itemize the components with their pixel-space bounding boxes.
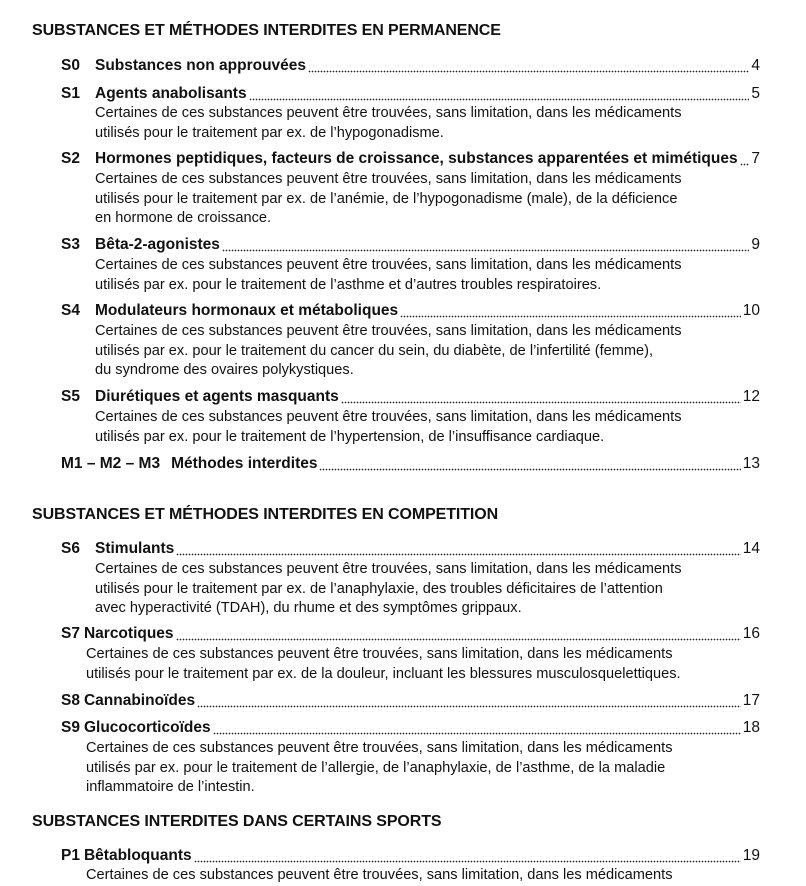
entry-title: Stimulants xyxy=(95,540,175,557)
description-line: utilisés pour le traitement par ex. de la douleur, incluant les blessures musculosquelettiques. xyxy=(86,665,681,682)
description-line: utilisés pour le traitement par ex. de l’anémie, de l’hypogonadisme (male), de la déficience xyxy=(95,190,678,207)
entry-title: Narcotiques xyxy=(83,625,174,642)
toc-entry-s7[interactable] xyxy=(61,625,760,645)
toc-entry-s3[interactable] xyxy=(61,236,760,256)
entry-page: 7 xyxy=(751,150,760,167)
dot-leader xyxy=(197,705,741,708)
entry-code: S3 xyxy=(61,236,80,253)
dot-leader xyxy=(319,468,740,471)
entry-code: S7 xyxy=(61,625,80,642)
dot-leader xyxy=(308,70,749,73)
entry-page: 19 xyxy=(742,847,760,864)
entry-page: 12 xyxy=(742,388,760,405)
dot-leader xyxy=(341,401,741,404)
description-line: Certaines de ces substances peuvent être trouvées, sans limitation, dans les médicaments xyxy=(95,105,682,121)
description-line: en hormone de croissance. xyxy=(95,210,272,227)
entry-code: S6 xyxy=(61,540,80,557)
toc-entry-s2[interactable] xyxy=(61,150,760,170)
entry-page: 17 xyxy=(742,692,760,709)
toc-entry-s5[interactable] xyxy=(61,388,760,408)
entry-description xyxy=(86,645,746,684)
entry-code: S9 xyxy=(61,719,80,736)
entry-page: 13 xyxy=(742,455,760,472)
description-line: avec hyperactivité (TDAH), du rhume et des symptômes grippaux. xyxy=(95,600,522,617)
description-line: Certaines de ces substances peuvent être trouvées, sans limitation, dans les médicaments xyxy=(95,561,682,577)
entry-title: Diurétiques et agents masquants xyxy=(95,388,339,405)
section-heading-permanent: SUBSTANCES ET MÉTHODES INTERDITES EN PERMANENCE xyxy=(32,22,501,39)
description-line: utilisés par ex. pour le traitement du cancer du sein, du diabète, de l’infertilité (femme), xyxy=(95,342,654,359)
section-heading-competition: SUBSTANCES ET MÉTHODES INTERDITES EN COMPETITION xyxy=(32,506,499,523)
entry-title: Agents anabolisants xyxy=(95,85,247,102)
toc-entry-p1[interactable] xyxy=(61,847,760,867)
dot-leader xyxy=(400,315,741,318)
toc-entry-s4[interactable] xyxy=(61,302,760,322)
description-line: Certaines de ces substances peuvent être trouvées, sans limitation, dans les médicaments xyxy=(86,740,673,756)
entry-description xyxy=(95,408,755,447)
entry-title: Hormones peptidiques, facteurs de croissance, substances apparentées et mimétiques xyxy=(95,150,738,167)
entry-title: Substances non approuvées xyxy=(95,57,307,74)
description-line: utilisés pour le traitement par ex. de l’anaphylaxie, des troubles déficitaires de l’attention xyxy=(95,580,663,597)
description-line: utilisés par ex. pour le traitement de l’asthme et d’autres troubles respiratoires. xyxy=(95,276,602,293)
entry-code: P1 xyxy=(61,847,80,864)
dot-leader xyxy=(249,98,750,101)
description-line: utilisés par ex. pour le traitement de l’hypertension, de l’insuffisance cardiaque. xyxy=(95,428,605,445)
entry-description xyxy=(95,104,755,143)
toc-entry-s1[interactable] xyxy=(61,85,760,105)
entry-code: M1 – M2 – M3 xyxy=(61,455,161,472)
toc-entry-m1-m3[interactable] xyxy=(61,455,760,475)
dot-leader xyxy=(194,860,741,863)
entry-title: Cannabinoïdes xyxy=(83,692,196,709)
entry-code: S2 xyxy=(61,150,80,167)
dot-leader xyxy=(176,553,741,556)
entry-description xyxy=(95,322,755,381)
description-line: utilisés par ex. pour le traitement de l’allergie, de l’anaphylaxie, de l’asthme, de la maladie xyxy=(86,759,666,776)
dot-leader xyxy=(222,249,749,252)
entry-code: S1 xyxy=(61,85,80,102)
entry-description xyxy=(86,739,746,798)
description-line: Certaines de ces substances peuvent être trouvées, sans limitation, dans les médicaments xyxy=(95,323,682,339)
dot-leader xyxy=(213,732,741,735)
entry-page: 4 xyxy=(751,57,760,74)
entry-description xyxy=(95,256,755,295)
entry-code: S8 xyxy=(61,692,80,709)
description-line: Certaines de ces substances peuvent être trouvées, sans limitation, dans les médicaments xyxy=(95,171,682,187)
description-line: inflammatoire de l’intestin. xyxy=(86,779,255,796)
entry-page: 10 xyxy=(742,302,760,319)
entry-title: Bêta-2-agonistes xyxy=(95,236,220,253)
entry-code: S5 xyxy=(61,388,80,405)
dot-leader xyxy=(176,638,741,641)
entry-title: Modulateurs hormonaux et métaboliques xyxy=(95,302,399,319)
description-line: Certaines de ces substances peuvent être trouvées, sans limitation, dans les médicaments xyxy=(95,257,682,273)
description-line: Certaines de ces substances peuvent être trouvées, sans limitation, dans les médicaments xyxy=(95,409,682,425)
entry-page: 16 xyxy=(742,625,760,642)
entry-description xyxy=(95,560,755,619)
description-line: utilisés pour le traitement par ex. de l’hypogonadisme. xyxy=(95,124,444,141)
description-line: du syndrome des ovaires polykystiques. xyxy=(95,362,354,379)
entry-title: Méthodes interdites xyxy=(171,455,318,472)
toc-entry-s6[interactable] xyxy=(61,540,760,560)
entry-page: 18 xyxy=(742,719,760,736)
entry-description xyxy=(95,170,755,229)
entry-page: 5 xyxy=(751,85,760,102)
entry-title: Bêtabloquants xyxy=(83,847,192,864)
toc-entry-s8[interactable] xyxy=(61,692,760,712)
entry-page: 9 xyxy=(751,236,760,253)
section-heading-sports: SUBSTANCES INTERDITES DANS CERTAINS SPORTS xyxy=(32,813,442,830)
toc-entry-s9[interactable] xyxy=(61,719,760,739)
description-line: Certaines de ces substances peuvent être trouvées, sans limitation, dans les médicaments xyxy=(86,646,673,662)
entry-code: S0 xyxy=(61,57,80,74)
entry-code: S4 xyxy=(61,302,80,319)
entry-title: Glucocorticoïdes xyxy=(83,719,211,736)
entry-page: 14 xyxy=(742,540,760,557)
dot-leader xyxy=(740,163,750,166)
toc-entry-s0[interactable] xyxy=(61,57,760,77)
description-line: Certaines de ces substances peuvent être trouvées, sans limitation, dans les médicaments xyxy=(86,867,673,883)
